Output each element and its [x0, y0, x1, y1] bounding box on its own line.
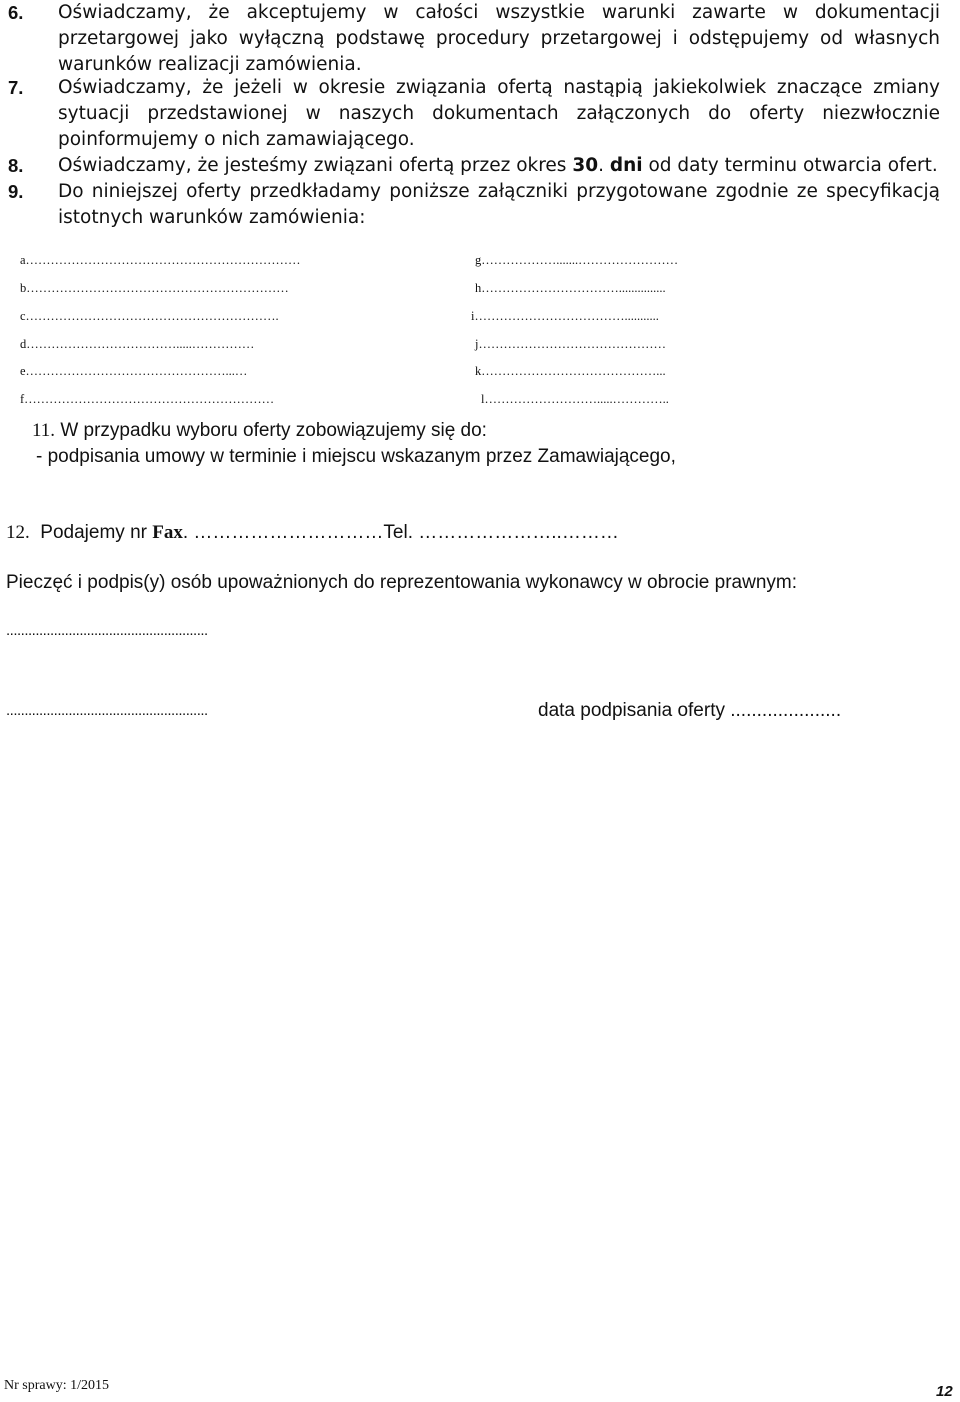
- signing-date-field[interactable]: data podpisania oferty .....................: [538, 700, 842, 721]
- section-12-contact: [6, 522, 619, 544]
- signature-field-secondary[interactable]: .......................................................: [6, 702, 208, 719]
- clause-text: Do niniejszej oferty przedkładamy poniższe załączniki przygotowane zgodnie ze specyfikacją istotnych warunków zamówienia:: [58, 181, 940, 228]
- clause-9: [8, 179, 940, 231]
- clause-7: [8, 75, 940, 153]
- attachment-field-g[interactable]: g……………….......……………………: [475, 253, 679, 267]
- attachment-field-f[interactable]: f……………………………………………………: [20, 392, 275, 406]
- clause-number: 9.: [8, 181, 24, 202]
- clause-text: Oświadczamy, że akceptujemy w całości wszystkie warunki zawarte w dokumentacji przetargowej jako wyłączną podstawę procedury przetargowej i odstępujemy od własnych warunków realizacji zamówienia.: [58, 2, 940, 75]
- clause-number: 7.: [8, 77, 24, 98]
- page-number: 12: [936, 1383, 953, 1400]
- clause-number: 8.: [8, 155, 24, 176]
- attachment-field-h[interactable]: h……………………………...............: [475, 281, 666, 295]
- section-11-item: - podpisania umowy w terminie i miejscu wskazanym przez Zamawiającego,: [36, 446, 676, 467]
- section-heading-text: W przypadku wyboru oferty zobowiązujemy się do:: [55, 420, 487, 441]
- attachment-field-b[interactable]: b………………………………………………………: [20, 281, 289, 295]
- section-number: 12.: [6, 522, 30, 543]
- signature-field[interactable]: .......................................................: [6, 622, 208, 639]
- attachment-field-l[interactable]: l……………………….....…………..: [481, 392, 669, 406]
- attachment-field-d[interactable]: d……………………………….....……………: [20, 337, 255, 351]
- stamp-signature-label: Pieczęć i podpis(y) osób upoważnionych do reprezentowania wykonawcy w obrocie prawnym:: [6, 572, 798, 593]
- clause-text: [58, 153, 940, 179]
- fax-label: Fax: [152, 522, 183, 543]
- clause-text: Oświadczamy, że jeżeli w okresie związania ofertą nastąpią jakiekolwiek znaczące zmiany sytuacji przedstawionej w naszych dokumentach załączonych do oferty niezwłocznie poinformujemy o nich zamawiającego.: [58, 77, 940, 150]
- attachment-field-c[interactable]: c…………………………………………………….: [20, 309, 279, 323]
- section-11-heading: [32, 418, 487, 444]
- days-unit: dni: [609, 155, 643, 176]
- attachment-field-j[interactable]: j………………………………………: [475, 337, 666, 351]
- attachment-field-k[interactable]: k……………………………………...: [475, 364, 666, 378]
- clause-8: [8, 153, 940, 179]
- clause-text-part: od daty terminu otwarcia ofert.: [642, 155, 938, 176]
- binding-days-value: 30: [572, 155, 599, 176]
- clause-text-part: .: [598, 155, 610, 176]
- clause-number: 6.: [8, 2, 24, 23]
- contact-label: Podajemy nr: [29, 522, 153, 543]
- case-number: Nr sprawy: 1/2015: [4, 1378, 109, 1393]
- attachment-field-i[interactable]: i………………………………...........: [471, 309, 659, 323]
- attachment-field-e[interactable]: e…………………………………………...…: [20, 364, 248, 378]
- fax-tel-field[interactable]: . …………………………Tel. …………………..………: [182, 522, 619, 543]
- attachment-field-a[interactable]: a…………………………………………………………: [20, 253, 301, 267]
- clause-6: [8, 0, 940, 78]
- clause-text-part: Oświadczamy, że jesteśmy związani ofertą przez okres: [58, 155, 573, 176]
- section-number: 11.: [32, 420, 56, 441]
